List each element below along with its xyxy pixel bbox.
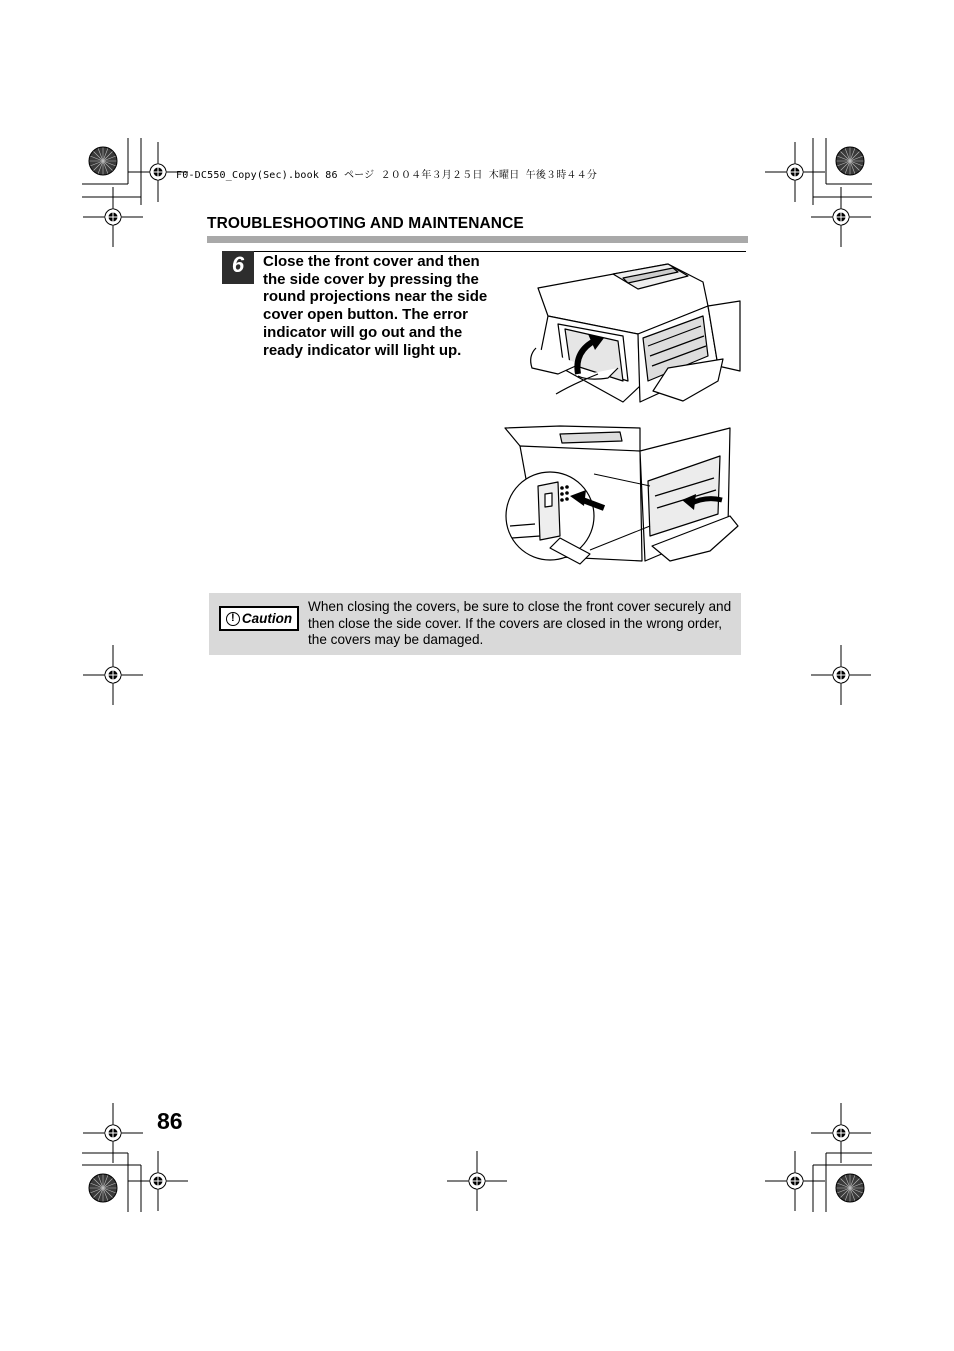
title-rule: [207, 236, 748, 243]
page-number: 86: [157, 1108, 183, 1134]
caution-label: [219, 606, 299, 631]
step-number-badge: 6: [222, 251, 254, 284]
caution-text: When closing the covers, be sure to close the front cover securely and then close the side cover. If the covers are closed in the wrong order, the covers may be damaged.: [308, 599, 732, 648]
print-header: F0-DC550_Copy(Sec).book 86 ページ ２００４年３月２５日 木曜日 午後３時４４分: [176, 170, 598, 181]
front-cover-illustration: [518, 256, 743, 406]
caution-word: Caution: [241, 611, 293, 626]
section-title: TROUBLESHOOTING AND MAINTENANCE: [207, 215, 524, 232]
exclamation-circle-icon: !: [226, 612, 240, 626]
side-cover-illustration: [500, 426, 740, 576]
step-rule: [222, 251, 746, 252]
step-instruction: Close the front cover and then the side cover by pressing the round projections near the side cover open button. The error indicator will go out and the ready indicator will light up.: [263, 253, 488, 359]
